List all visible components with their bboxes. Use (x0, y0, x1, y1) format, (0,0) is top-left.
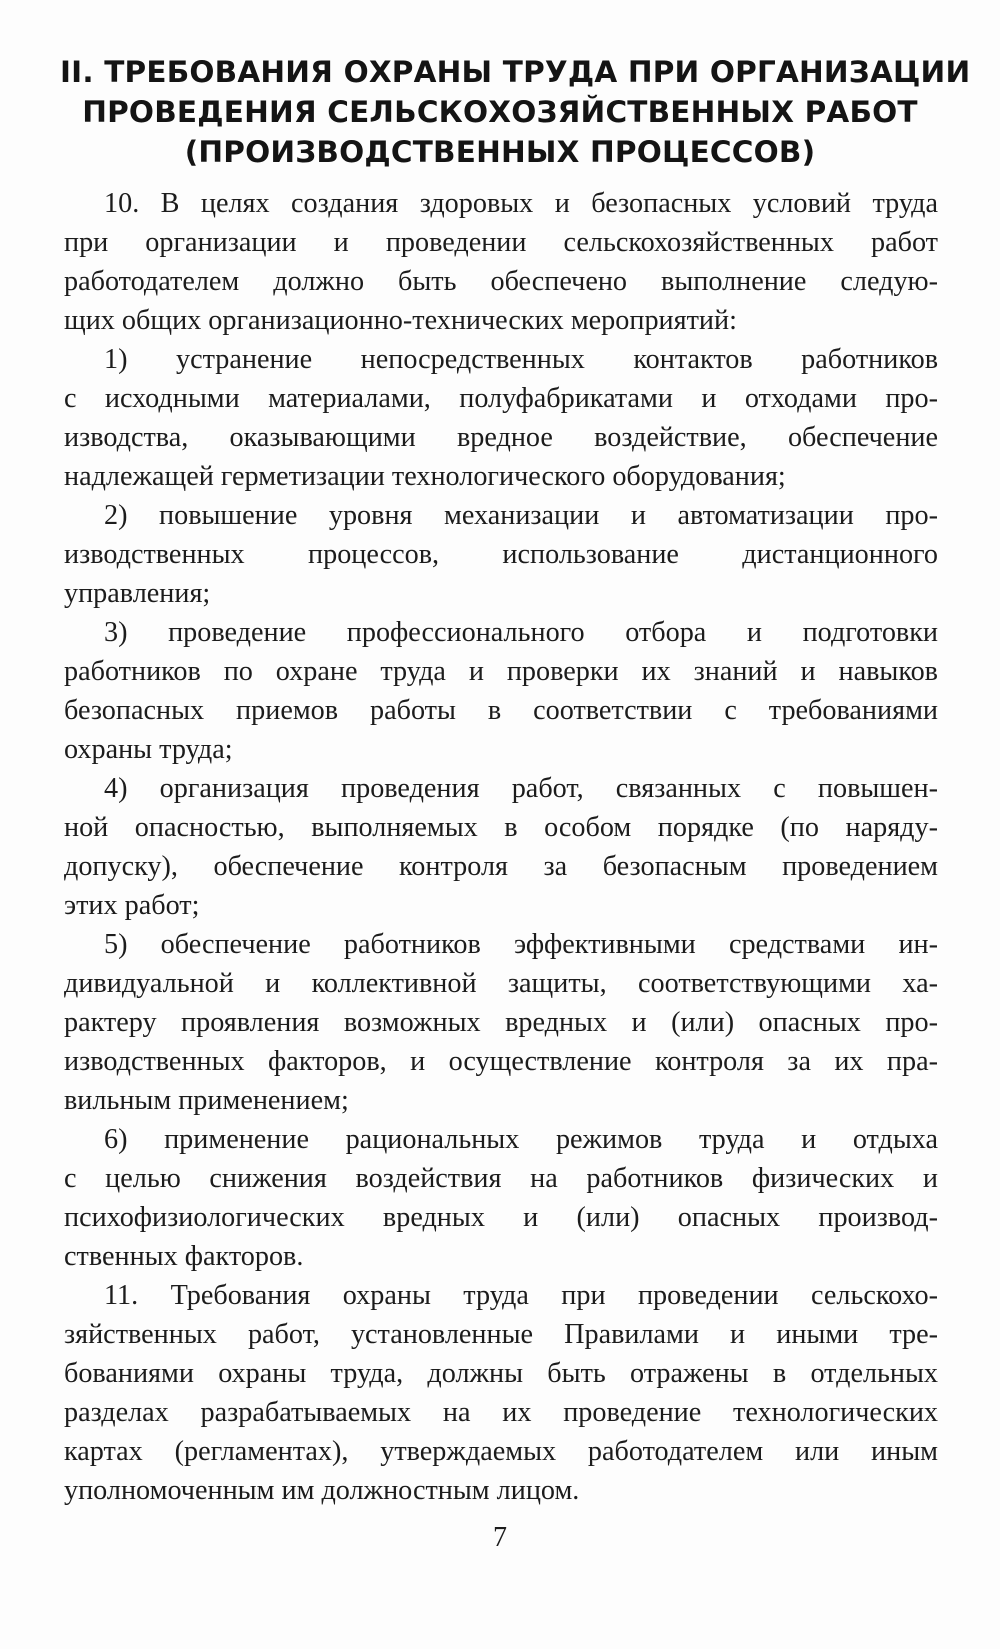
paragraph-10 (64, 184, 938, 340)
text-line: ственных факторов. (64, 1241, 304, 1272)
text-line: 5) обеспечение работников эффективными средствами ин- (104, 929, 938, 960)
text-line: с исходными материалами, полуфабрикатами и отходами про- (64, 383, 938, 414)
text-line: при организации и проведении сельскохозяйственных работ (64, 227, 938, 258)
page-number: 7 (493, 1522, 507, 1553)
text-line: вильным применением; (64, 1085, 349, 1116)
list-item-1 (64, 340, 938, 496)
text-line: изводственных факторов, и осуществление контроля за их пра- (64, 1046, 938, 1077)
text-line: безопасных приемов работы в соответствии с требованиями (64, 695, 938, 726)
section-heading (60, 52, 971, 172)
text-line: работодателем должно быть обеспечено выполнение следую- (64, 266, 938, 297)
text-line: бованиями охраны труда, должны быть отражены в отдельных (64, 1358, 938, 1389)
text-line: допуску), обеспечение контроля за безопасным проведением (64, 851, 938, 882)
text-line: работников по охране труда и проверки их знаний и навыков (64, 656, 938, 687)
heading-line-1: II. ТРЕБОВАНИЯ ОХРАНЫ ТРУДА ПРИ ОРГАНИЗАЦИИ (60, 55, 971, 89)
text-line: щих общих организационно-технических мероприятий: (64, 305, 737, 336)
list-item-5 (64, 925, 938, 1120)
text-line: 11. Требования охраны труда при проведении сельскохо- (104, 1280, 938, 1311)
text-line: дивидуальной и коллективной защиты, соответствующими ха- (64, 968, 938, 999)
heading-line-3: (ПРОИЗВОДСТВЕННЫХ ПРОЦЕССОВ) (184, 135, 816, 169)
text-line: изводства, оказывающими вредное воздействие, обеспечение (64, 422, 938, 453)
text-line: управления; (64, 578, 211, 609)
text-line: 6) применение рациональных режимов труда и отдыха (104, 1124, 938, 1155)
text-line: уполномоченным им должностным лицом. (64, 1475, 580, 1506)
text-line: охраны труда; (64, 734, 233, 765)
text-line: 10. В целях создания здоровых и безопасных условий труда (104, 188, 938, 219)
text-line: рактеру проявления возможных вредных и (или) опасных про- (64, 1007, 938, 1038)
text-line: 2) повышение уровня механизации и автоматизации про- (104, 500, 938, 531)
text-line: зяйственных работ, установленные Правилами и иными тре- (64, 1319, 938, 1350)
text-line: этих работ; (64, 890, 200, 921)
text-line: изводственных процессов, использование дистанционного (64, 539, 938, 570)
text-line: разделах разрабатываемых на их проведение технологических (64, 1397, 938, 1428)
list-item-3 (64, 613, 938, 769)
paragraph-11 (64, 1276, 938, 1510)
text-line: 4) организация проведения работ, связанных с повышен- (104, 773, 938, 804)
text-line: психофизиологических вредных и (или) опасных производ- (64, 1202, 938, 1233)
body-text (64, 184, 938, 1510)
list-item-4 (64, 769, 938, 925)
text-line: с целью снижения воздействия на работников физических и (64, 1163, 938, 1194)
text-line: надлежащей герметизации технологического оборудования; (64, 461, 786, 492)
text-line: 3) проведение профессионального отбора и подготовки (104, 617, 938, 648)
text-line: 1) устранение непосредственных контактов работников (104, 344, 938, 375)
list-item-6 (64, 1120, 938, 1276)
text-line: картах (регламентах), утверждаемых работодателем или иным (64, 1436, 938, 1467)
text-line: ной опасностью, выполняемых в особом порядке (по наряду- (64, 812, 938, 843)
list-item-2 (64, 496, 938, 613)
heading-line-2: ПРОВЕДЕНИЯ СЕЛЬСКОХОЗЯЙСТВЕННЫХ РАБОТ (82, 95, 918, 129)
